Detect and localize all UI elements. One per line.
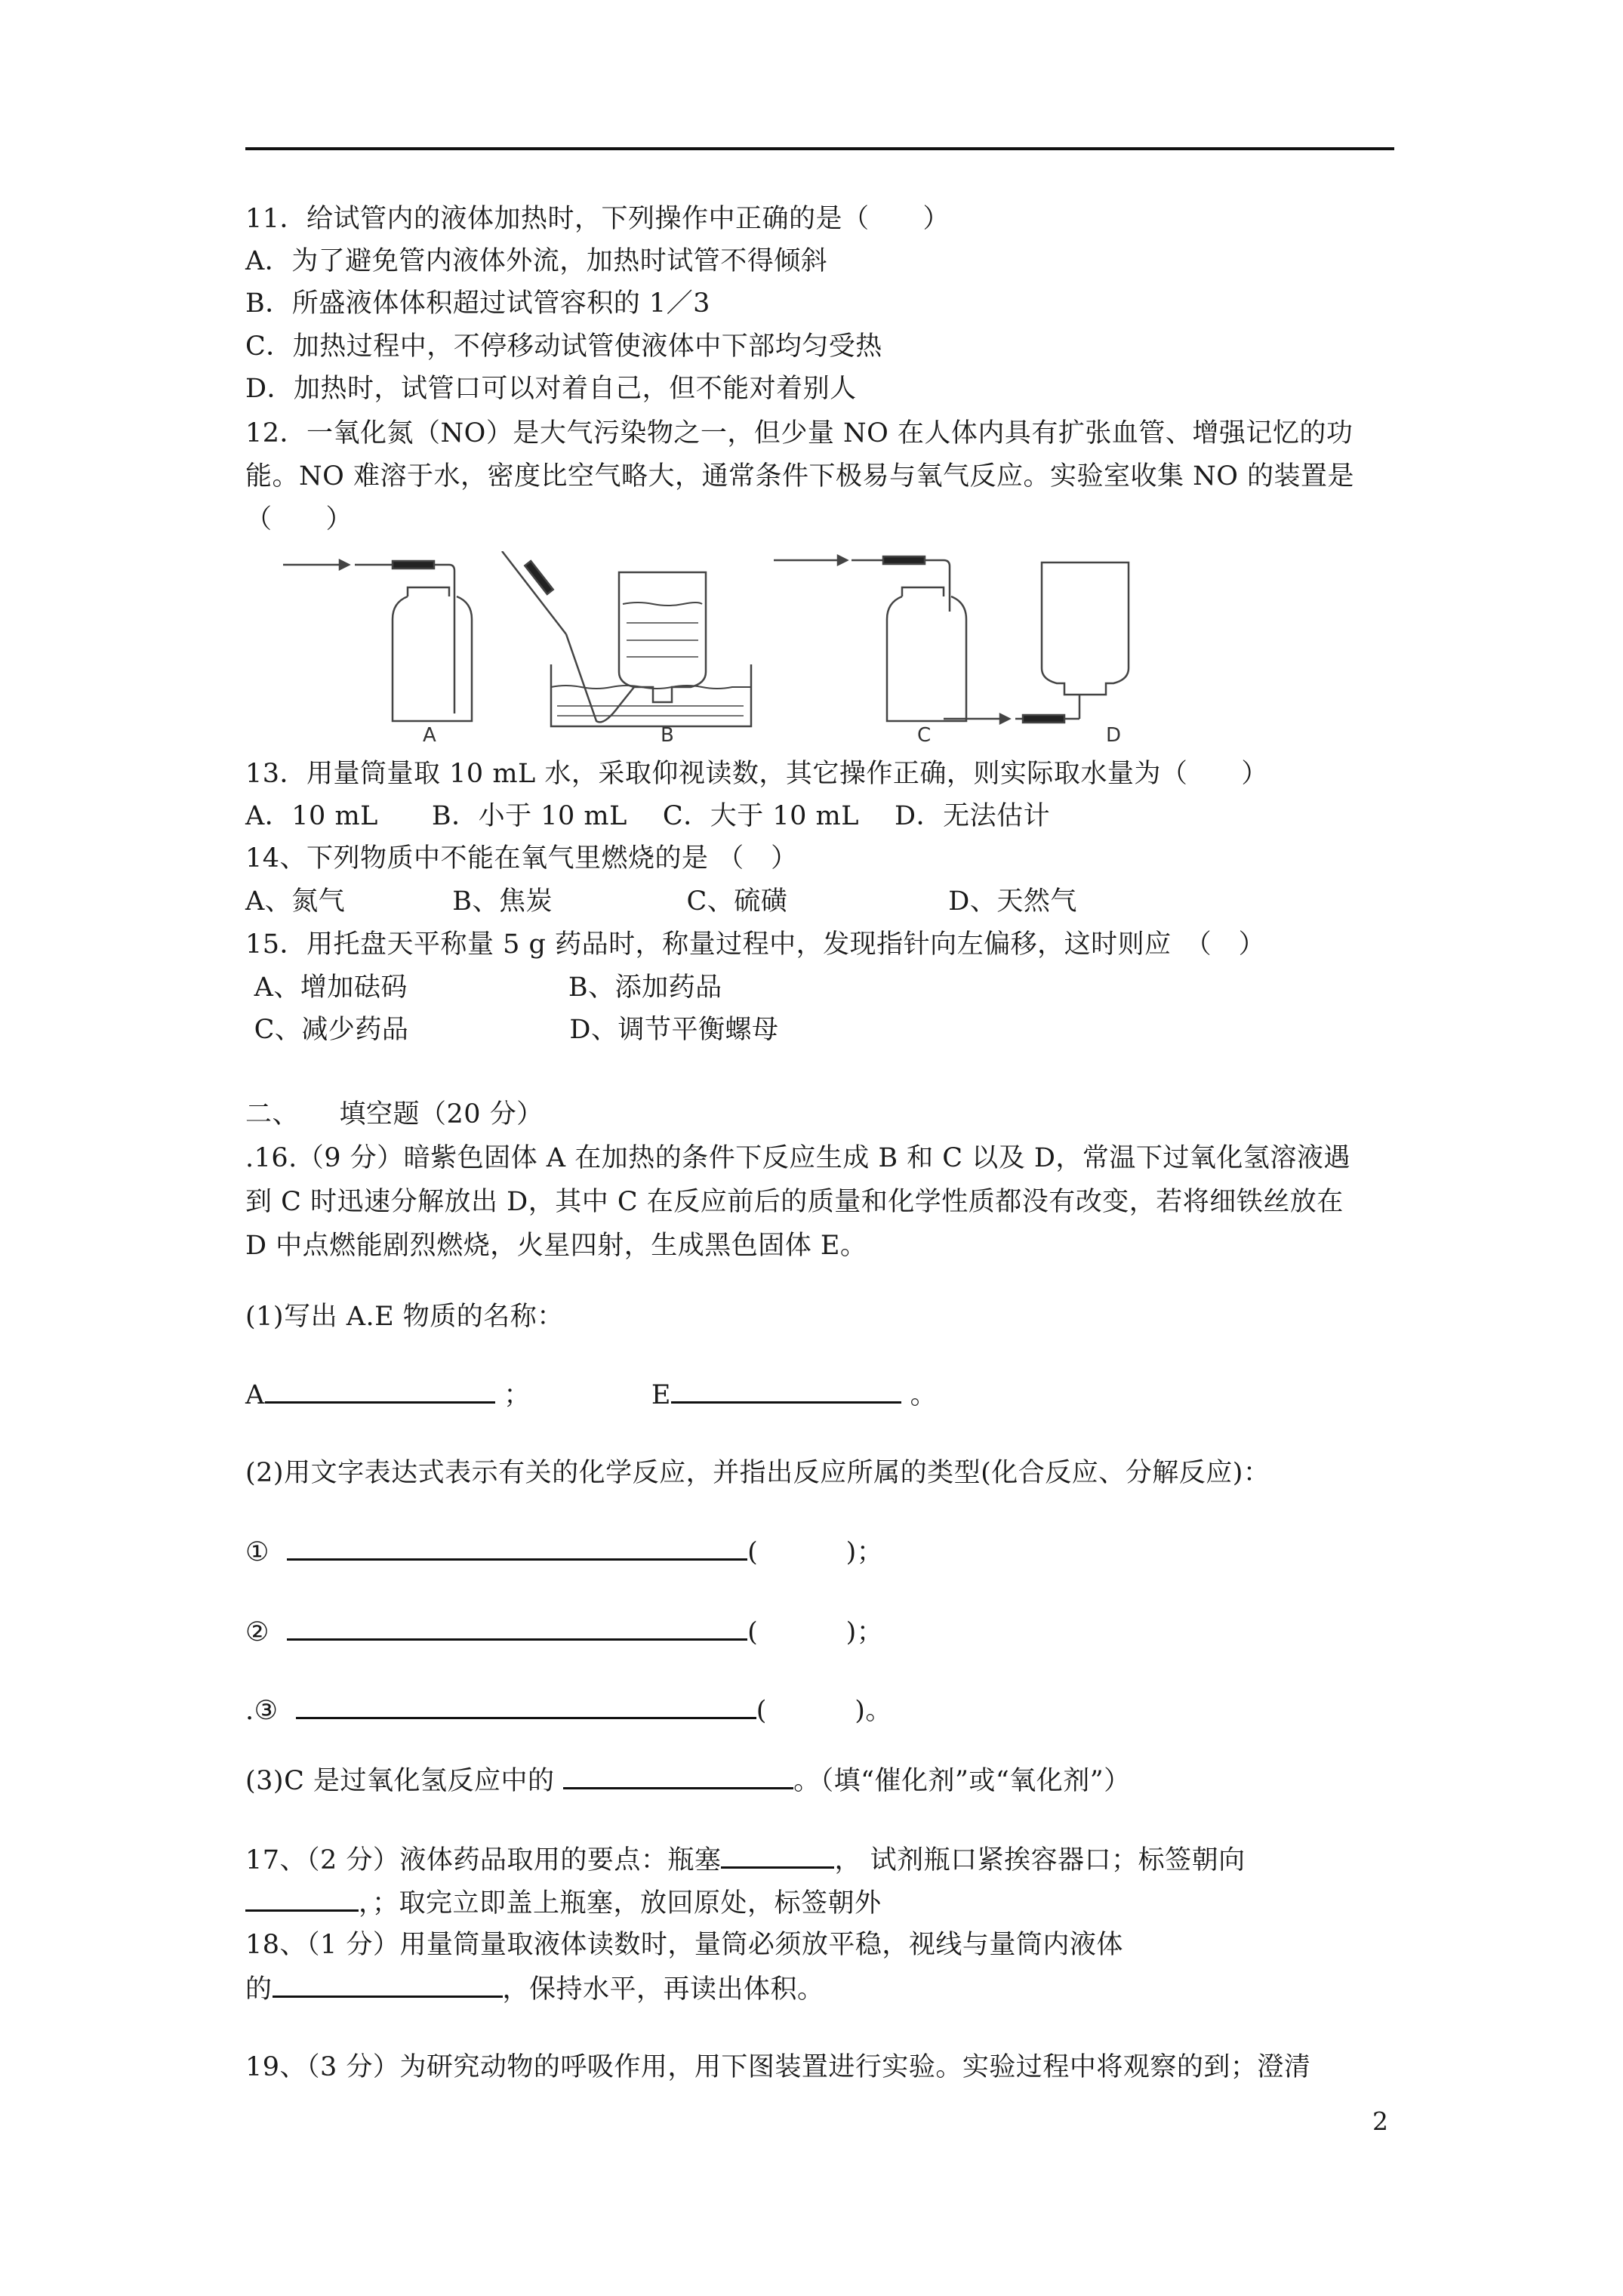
- reaction-blank-1[interactable]: [287, 1533, 747, 1561]
- question-11: 11．给试管内的液体加热时，下列操作中正确的是（ ）: [245, 204, 950, 234]
- apparatus-a: [283, 560, 472, 721]
- figure-label-a: A: [423, 724, 436, 744]
- apparatus-c: [774, 556, 966, 721]
- reaction-row-2: ② ( )；: [245, 1613, 883, 1650]
- apparatus-b: [502, 551, 751, 726]
- question-11-option-b: B．所盛液体体积超过试管容积的 1／3: [245, 288, 710, 319]
- answer-blank-e[interactable]: [671, 1376, 901, 1404]
- apparatus-d: [944, 562, 1129, 723]
- question-16-line-3: D 中点燃能剧烈燃烧，火星四射，生成黑色固体 E。: [245, 1231, 867, 1261]
- reaction-row-3: .③ ( )。: [245, 1691, 892, 1729]
- reaction-blank-3[interactable]: [296, 1691, 756, 1719]
- header-rule: [245, 147, 1394, 150]
- question-14-options: A、氮气 B、焦炭 C、硫磺 D、天然气: [245, 886, 1077, 917]
- question-13-options: A．10 mL B．小于 10 mL C．大于 10 mL D．无法估计: [245, 801, 1051, 831]
- question-11-option-d: D．加热时，试管口可以对着自己，但不能对着别人: [245, 374, 857, 404]
- question-14: 14、下列物质中不能在氧气里燃烧的是 （ ）: [245, 843, 798, 874]
- question-18-line-2: 的 ，保持水平，再读出体积。: [245, 1970, 824, 2008]
- question-17-line-2: ，；取完立即盖上瓶塞，放回原处，标签朝外: [245, 1884, 882, 1922]
- question-11-option-c: C．加热过程中，不停移动试管使液体中下部均匀受热: [245, 331, 882, 362]
- question-12-line-2: 能。NO 难溶于水，密度比空气略大，通常条件下极易与氧气反应。实验室收集 NO 的装置是: [245, 461, 1355, 492]
- question-16-part-2: (2)用文字表达式表示有关的化学反应，并指出反应所属的类型(化合反应、分解反应)：: [245, 1458, 1270, 1488]
- question-11-option-a: A．为了避免管内液体外流，加热时试管不得倾斜: [245, 246, 828, 276]
- catalyst-blank[interactable]: [563, 1761, 793, 1789]
- reading-blank[interactable]: [273, 1970, 503, 1998]
- question-16-part-1: (1)写出 A.E 物质的名称：: [245, 1302, 564, 1332]
- question-15-options-cd: C、减少药品 D、调节平衡螺母: [245, 1015, 779, 1045]
- question-16-answer-row: A ； E 。: [245, 1376, 937, 1413]
- question-12-line-1: 12．一氧化氮（NO）是大气污染物之一，但少量 NO 在人体内具有扩张血管、增强记忆的功: [245, 418, 1354, 448]
- gas-collection-figure: [279, 551, 1238, 744]
- section-2-heading: 二、 填空题（20 分）: [245, 1099, 544, 1130]
- figure-label-d: D: [1106, 724, 1122, 744]
- figure-label-c: C: [917, 724, 932, 744]
- question-15: 15．用托盘天平称量 5 g 药品时，称量过程中，发现指针向左偏移，这时则应 （ ）: [245, 929, 1266, 960]
- reaction-row-1: ① ( )；: [245, 1533, 883, 1570]
- question-17-line-1: 17、（2 分）液体药品取用的要点：瓶塞 ， 试剂瓶口紧挨容器口；标签朝向: [245, 1841, 1246, 1878]
- question-16-part-3: (3)C 是过氧化氢反应中的 。（填“催化剂”或“氧化剂”）: [245, 1761, 1131, 1799]
- question-19: 19、（3 分）为研究动物的呼吸作用，用下图装置进行实验。实验过程中将观察的到；澄清: [245, 2052, 1311, 2082]
- question-16-line-1: .16.（9 分）暗紫色固体 A 在加热的条件下反应生成 B 和 C 以及 D，常温下过氧化氢溶液遇: [245, 1143, 1350, 1173]
- question-15-options-ab: A、增加砝码 B、添加药品: [245, 972, 722, 1003]
- question-18-line-1: 18、（1 分）用量筒量取液体读数时，量筒必须放平稳，视线与量筒内液体: [245, 1930, 1123, 1960]
- figure-label-b: B: [661, 724, 674, 744]
- page-number: 2: [1372, 2106, 1388, 2136]
- answer-blank-a[interactable]: [265, 1376, 495, 1404]
- stopper-blank[interactable]: [721, 1841, 834, 1869]
- question-13: 13．用量筒量取 10 mL 水，采取仰视读数，其它操作正确，则实际取水量为（ ）: [245, 759, 1268, 789]
- label-direction-blank[interactable]: [245, 1884, 359, 1912]
- question-12-line-3: （ ）: [245, 504, 353, 535]
- reaction-blank-2[interactable]: [287, 1613, 747, 1641]
- question-16-line-2: 到 C 时迅速分解放出 D，其中 C 在反应前后的质量和化学性质都没有改变，若将细铁丝放在: [245, 1187, 1344, 1217]
